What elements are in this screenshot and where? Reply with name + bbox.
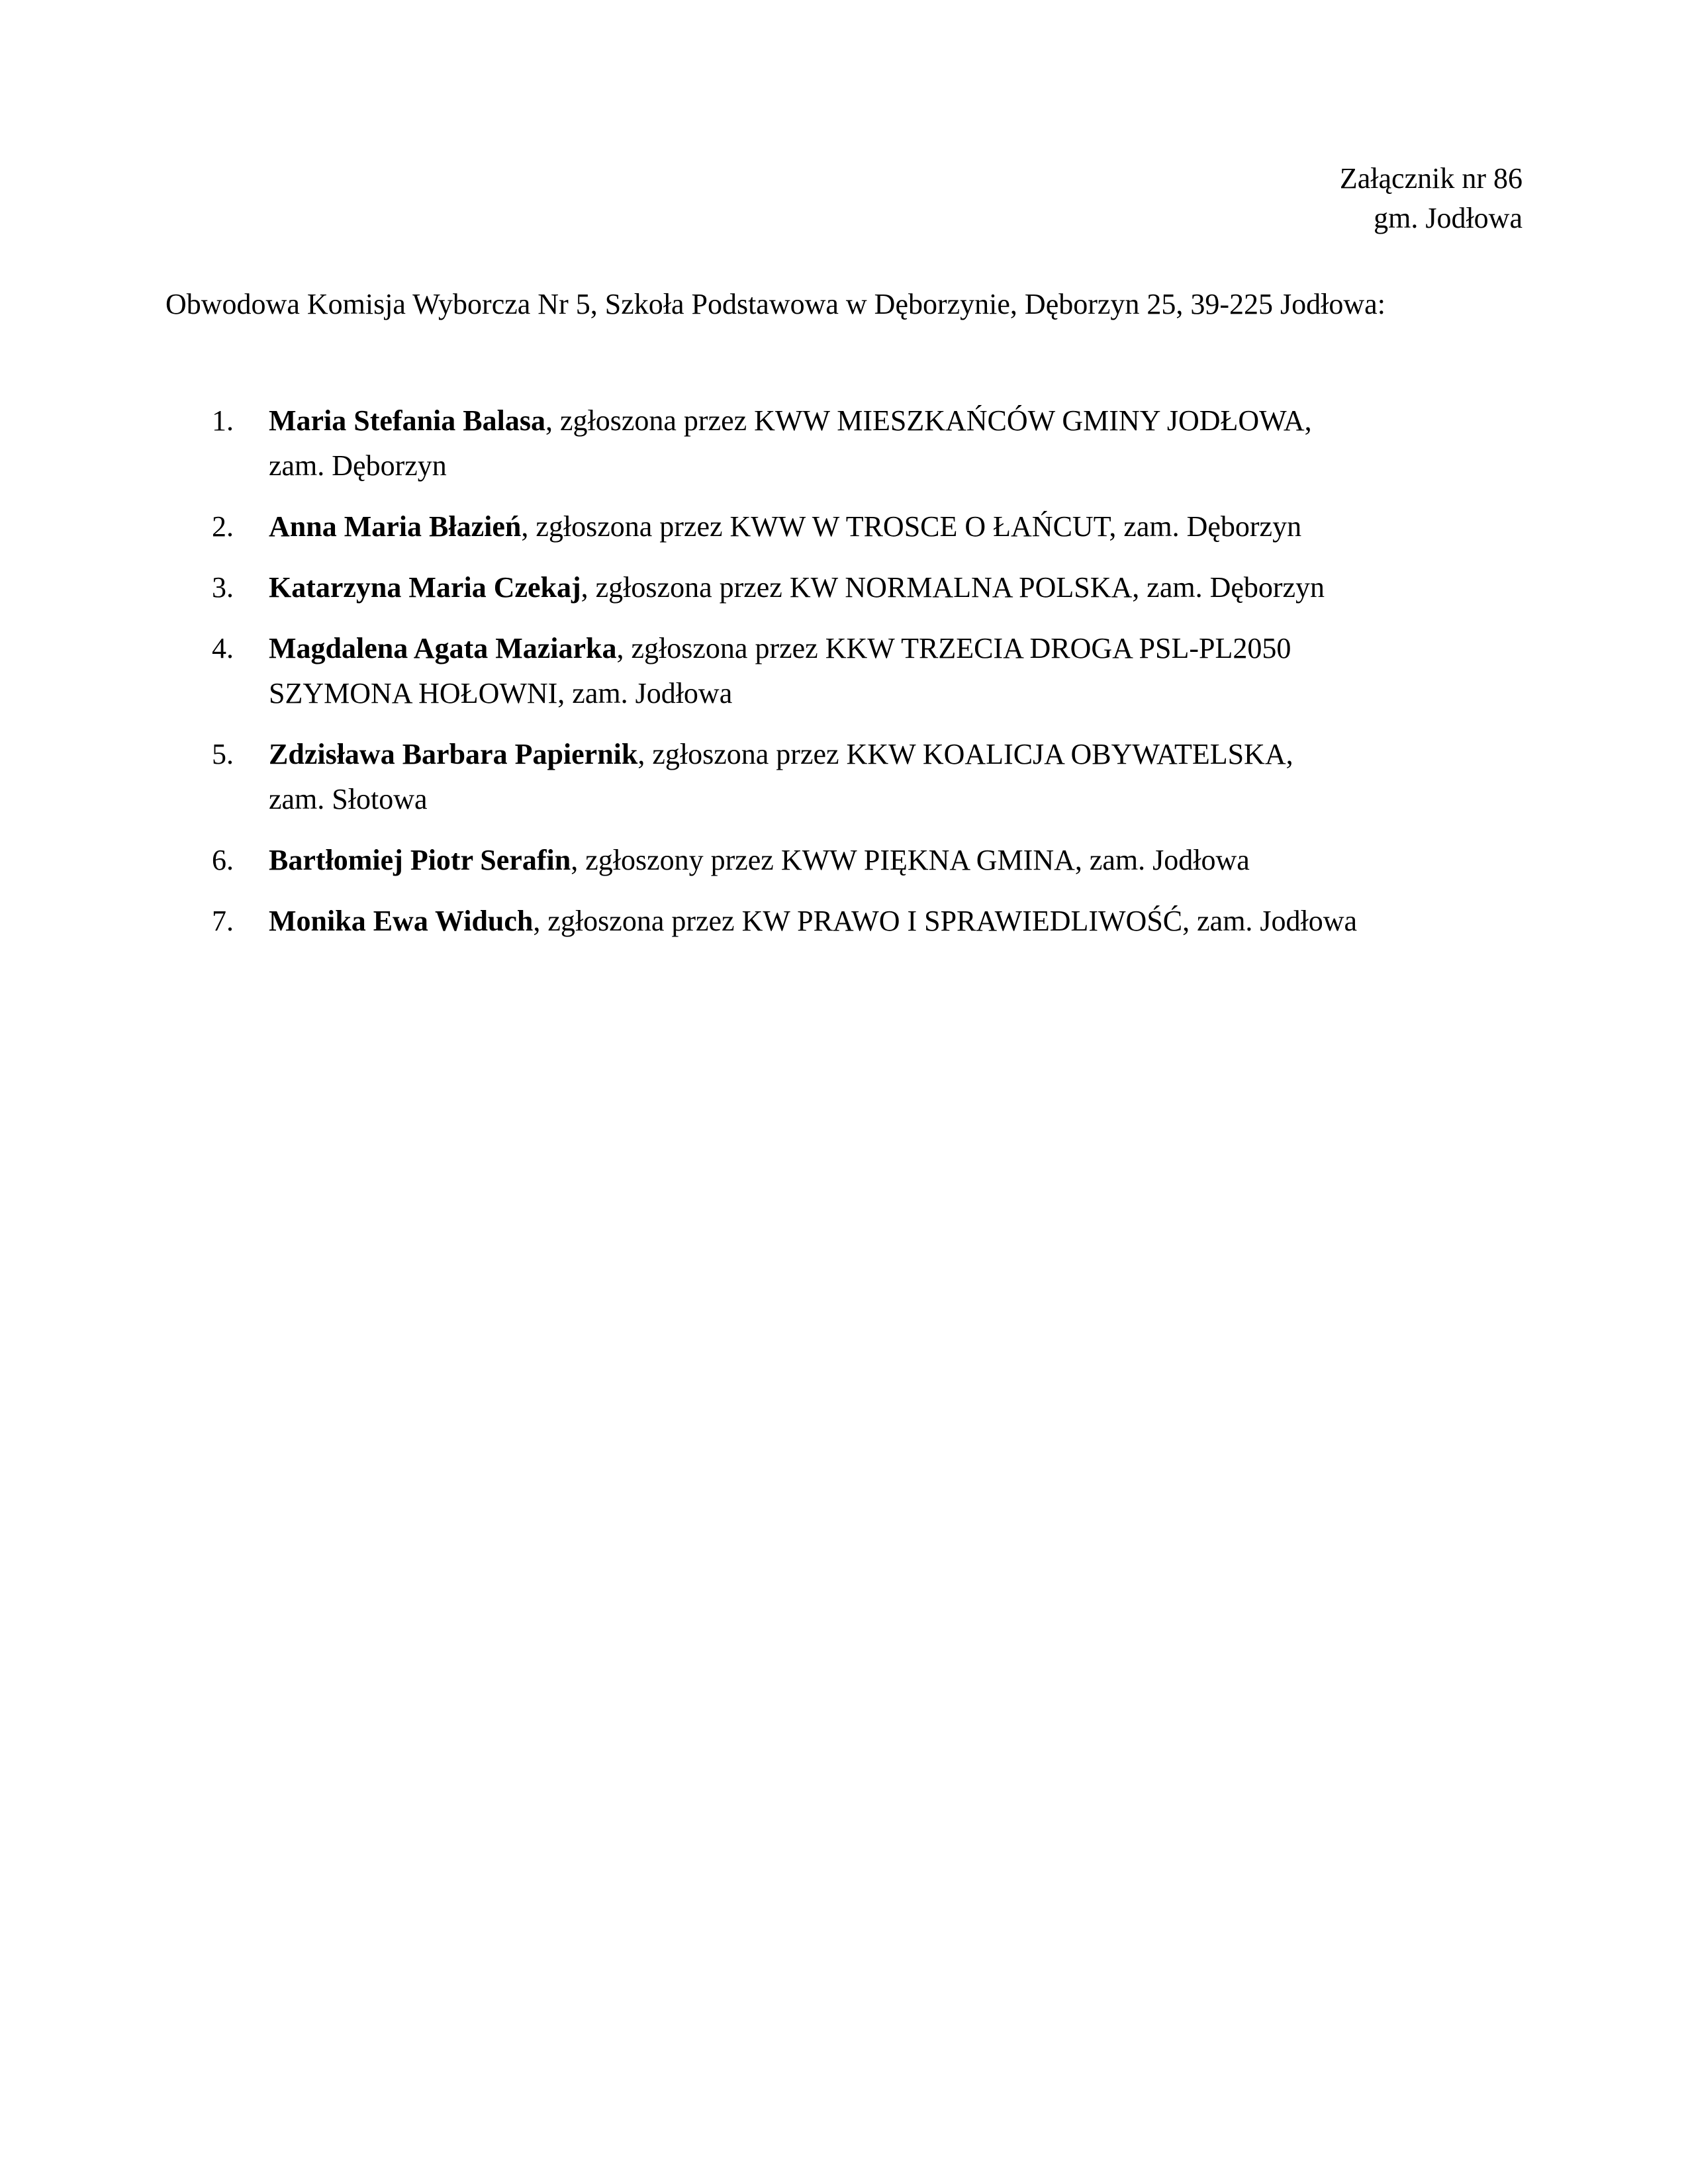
item-number: 2.	[212, 510, 234, 543]
attachment-number: Załącznik nr 86	[1339, 162, 1523, 195]
list-item	[212, 398, 1470, 488]
member-details: , zgłoszona przez KWW MIESZKAŃCÓW GMINY JODŁOWA,	[545, 404, 1312, 437]
list-item	[212, 899, 1470, 944]
member-details-continued: zam. Słotowa	[269, 783, 428, 815]
member-name: Zdzisława Barbara Papiernik	[269, 738, 638, 770]
member-name: Anna Maria Błazień	[269, 510, 522, 543]
list-item	[212, 565, 1470, 610]
member-name: Bartłomiej Piotr Serafin	[269, 844, 571, 876]
item-number: 3.	[212, 571, 234, 604]
member-details: , zgłoszona przez KW PRAWO I SPRAWIEDLIWOŚĆ, zam. Jodłowa	[533, 905, 1358, 937]
municipality-name: gm. Jodłowa	[1374, 202, 1523, 234]
member-details: , zgłoszona przez KWW W TROSCE O ŁAŃCUT, zam. Dęborzyn	[521, 510, 1302, 543]
item-number: 4.	[212, 632, 234, 664]
member-details: , zgłoszony przez KWW PIĘKNA GMINA, zam. Jodłowa	[571, 844, 1250, 876]
member-name: Monika Ewa Widuch	[269, 905, 534, 937]
member-name: Maria Stefania Balasa	[269, 404, 545, 437]
item-number: 6.	[212, 844, 234, 876]
item-number: 7.	[212, 905, 234, 937]
member-details-continued: SZYMONA HOŁOWNI, zam. Jodłowa	[269, 677, 733, 709]
item-number: 1.	[212, 404, 234, 437]
list-item	[212, 732, 1470, 822]
list-item	[212, 838, 1470, 883]
item-number: 5.	[212, 738, 234, 770]
member-name: Magdalena Agata Maziarka	[269, 632, 617, 664]
list-item	[212, 504, 1470, 549]
member-name: Katarzyna Maria Czekaj	[269, 571, 581, 604]
member-details: , zgłoszona przez KKW KOALICJA OBYWATELSKA,	[637, 738, 1293, 770]
members-list	[212, 398, 1470, 960]
member-details: , zgłoszona przez KW NORMALNA POLSKA, zam. Dęborzyn	[581, 571, 1325, 604]
commission-title: Obwodowa Komisja Wyborcza Nr 5, Szkoła Podstawowa w Dęborzynie, Dęborzyn 25, 39-225 Jodłowa:	[165, 288, 1385, 320]
member-details-continued: zam. Dęborzyn	[269, 449, 447, 482]
member-details: , zgłoszona przez KKW TRZECIA DROGA PSL-PL2050	[616, 632, 1291, 664]
document-header	[1340, 159, 1523, 238]
list-item	[212, 626, 1470, 716]
